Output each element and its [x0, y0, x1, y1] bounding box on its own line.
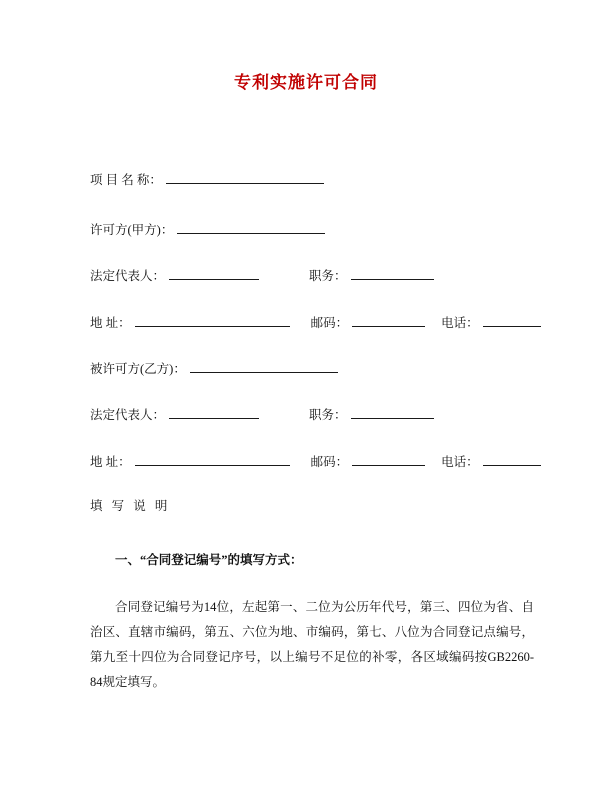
party-a-postcode-label: 邮码： — [310, 316, 349, 330]
party-a-postcode-blank — [352, 313, 425, 327]
party-a-position-label: 职务： — [309, 269, 347, 283]
party-a-position-blank — [351, 266, 434, 280]
party-a-phone-label: 电话： — [441, 316, 479, 330]
licensor-label: 许可方(甲方)： — [90, 223, 174, 237]
party-a-address-row — [90, 313, 542, 331]
licensor-row — [90, 220, 542, 238]
project-name-label: 项 目 名 称： — [90, 173, 162, 187]
instruction-item1-body: 合同登记编号为14位，左起第一、二位为公历年代号，第三、四位为省、自治区、直辖市编码，第五、六位为地、市编码，第七、八位为合同登记点编号，第九至十四位为合同登记序号，以上编号不足位的补零，各区域编码按GB2260-84规定填写。 — [90, 600, 534, 689]
fill-instructions-heading: 填 写 说 明 — [90, 499, 171, 513]
party-b-phone-label: 电话： — [441, 455, 479, 469]
licensee-blank — [190, 359, 338, 373]
party-b-position-label: 职务： — [309, 408, 347, 422]
party-b-postcode-label: 邮码： — [310, 455, 349, 469]
party-b-phone-blank — [483, 452, 541, 466]
project-name-row — [90, 170, 542, 188]
party-b-address-row — [90, 452, 542, 470]
project-name-blank — [166, 170, 324, 184]
licensor-blank — [177, 220, 325, 234]
party-b-legal-rep-blank — [169, 405, 259, 419]
party-a-legal-rep-row — [90, 266, 542, 284]
party-a-address-label: 地 址： — [90, 316, 131, 330]
document-title: 专利实施许可合同 — [234, 73, 378, 92]
party-a-legal-rep-blank — [169, 266, 259, 280]
licensee-label: 被许可方(乙方)： — [90, 362, 186, 376]
party-a-legal-rep-label: 法定代表人： — [90, 269, 166, 283]
party-b-postcode-blank — [352, 452, 425, 466]
party-a-address-blank — [135, 313, 290, 327]
party-b-address-blank — [135, 452, 290, 466]
party-b-legal-rep-label: 法定代表人： — [90, 408, 166, 422]
instruction-item1-title: 一、“合同登记编号”的填写方式： — [115, 553, 303, 567]
party-b-legal-rep-row — [90, 405, 542, 423]
party-b-address-label: 地 址： — [90, 455, 131, 469]
party-a-phone-blank — [483, 313, 541, 327]
party-b-position-blank — [351, 405, 434, 419]
licensee-row — [90, 359, 542, 377]
